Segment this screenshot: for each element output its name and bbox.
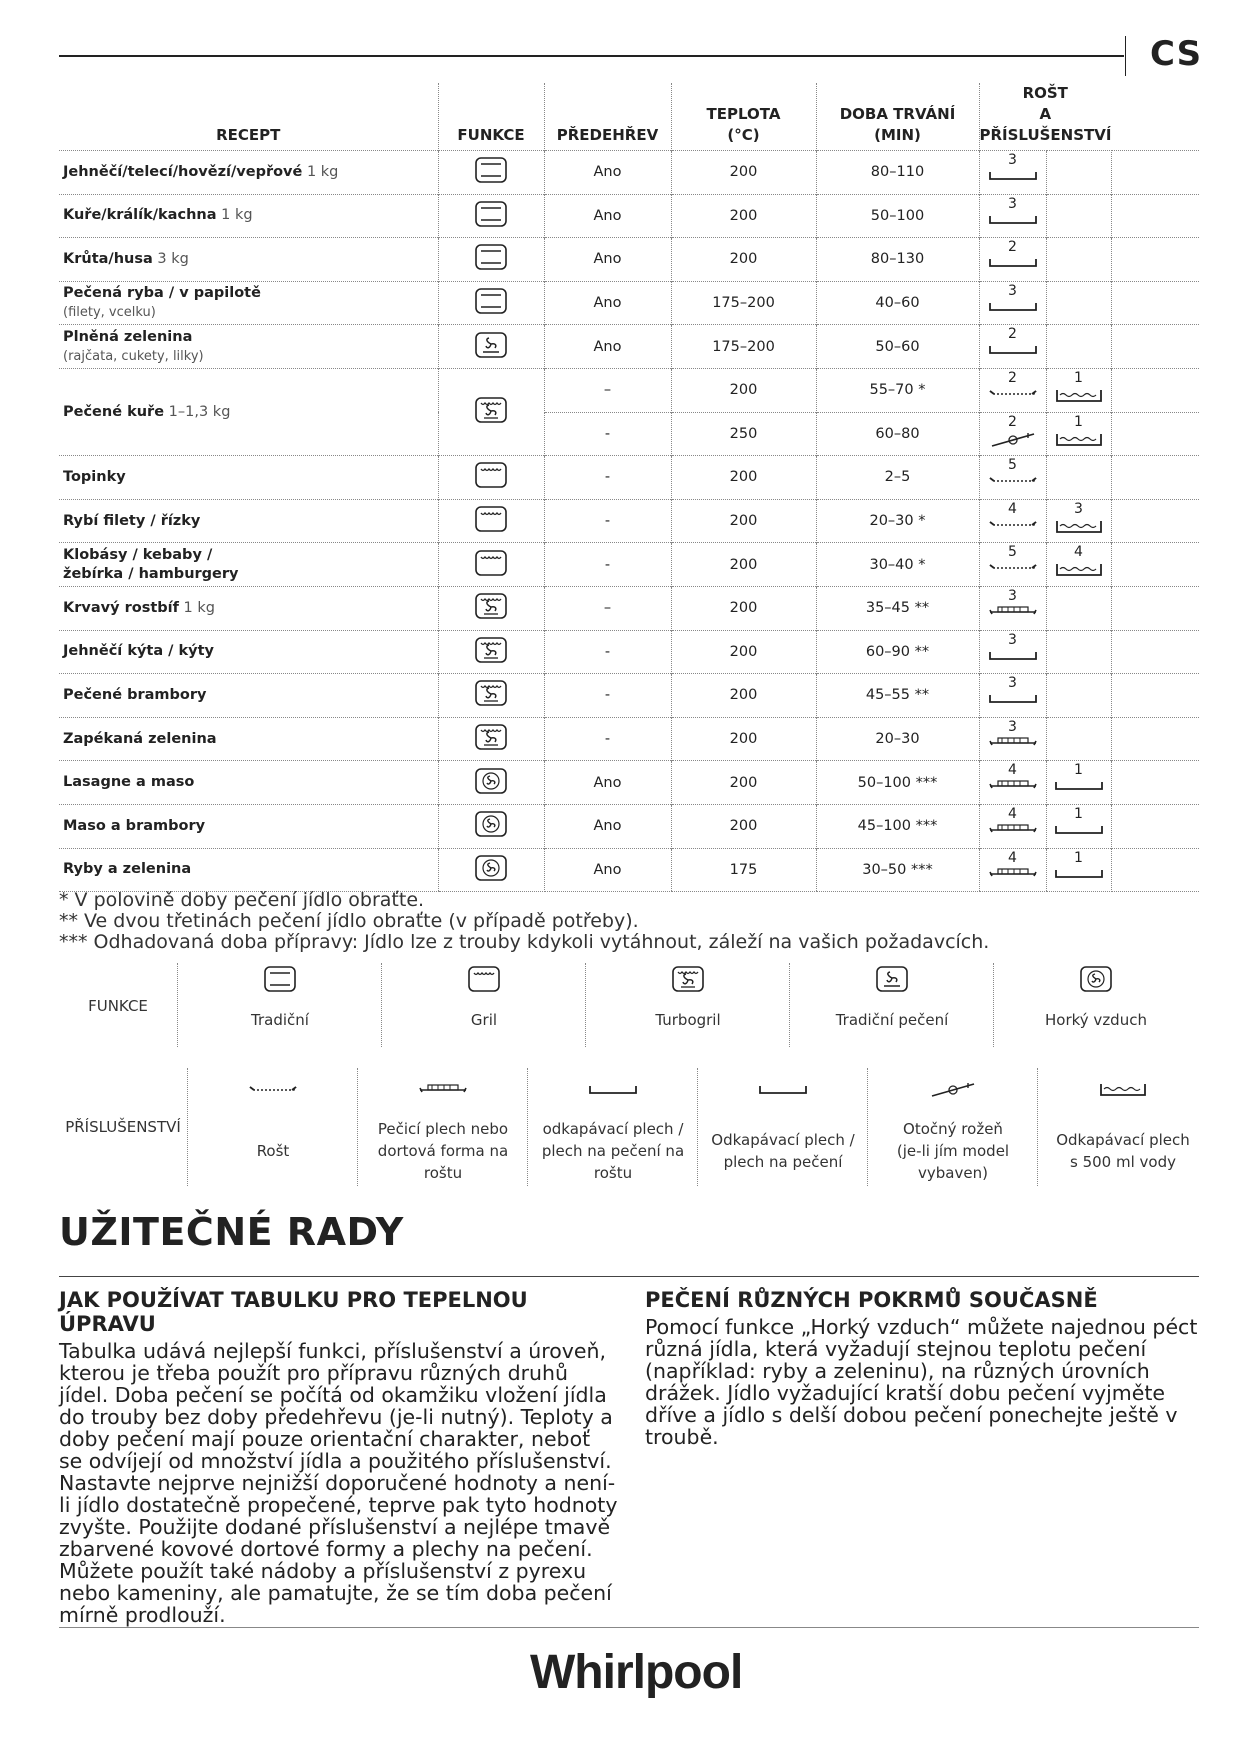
table-row: [59, 325, 1199, 369]
rack-level: 1: [1074, 413, 1083, 430]
rack-level: 4: [1074, 544, 1083, 561]
recipe-name-cell: [59, 281, 438, 325]
recipe-name: Plněná zelenina: [63, 328, 193, 345]
temperature-cell: 200: [671, 368, 816, 412]
rack-cell: [1046, 674, 1111, 718]
accessory-legend-item: [867, 1068, 1038, 1186]
time-cell: 60–80: [816, 412, 979, 456]
spacer-cell: [1111, 543, 1199, 587]
accessory-legend-line: Otočný rožeň: [903, 1120, 1003, 1138]
accessory-legend-item: [357, 1068, 528, 1186]
preheat-cell: -: [544, 543, 671, 587]
recipe-name: Pečené kuře: [63, 403, 165, 420]
preheat-cell: -: [544, 412, 671, 456]
accessory-legend-text: [1038, 1129, 1208, 1173]
recipe-name: Ryby a zelenina: [63, 861, 192, 878]
tips-title: UŽITEČNÉ RADY: [59, 1210, 404, 1254]
rack-cell: [979, 238, 1046, 282]
preheat-cell: -: [544, 499, 671, 543]
rack-level: 5: [1008, 457, 1017, 474]
footnote-3: *** Odhadovaná doba přípravy: Jídlo lze z trouby kdykoli vytáhnout, záleží na vašich požadavcích.: [59, 931, 990, 953]
time-cell: 2–5: [816, 456, 979, 500]
temperature-cell: 200: [671, 717, 816, 761]
table-row: [59, 194, 1199, 238]
time-cell: 80–110: [816, 151, 979, 195]
function-legend-label-conv: Tradiční pečení: [835, 1011, 949, 1029]
temperature-cell: 175: [671, 848, 816, 892]
recipe-name: Klobásy / kebaby /: [63, 546, 213, 563]
rack-level: 5: [1008, 544, 1017, 561]
rack-level: 4: [1008, 849, 1017, 866]
rack-cell: [979, 368, 1046, 412]
rack-level: 3: [1008, 195, 1017, 212]
temperature-cell: 175–200: [671, 281, 816, 325]
function-traditional-icon: [178, 965, 382, 997]
preheat-cell: Ano: [544, 281, 671, 325]
accessory-legend-item: [1037, 1068, 1208, 1186]
recipe-name: Krůta/husa: [63, 250, 153, 267]
function-grill-icon: [438, 456, 544, 500]
rack-cell: [1046, 325, 1111, 369]
tips-left-column: [59, 1288, 619, 1626]
recipe-name: Zapékaná zelenina: [63, 730, 217, 747]
function-grill-icon: [382, 965, 586, 997]
accessory-grid-icon: [980, 562, 1046, 574]
recipe-name: Jehněčí kýta / kýty: [63, 643, 215, 660]
accessory-legend-line: plech na pečení: [723, 1153, 843, 1171]
rack-level: 3: [1008, 631, 1017, 648]
recipe-name: Pečené brambory: [63, 686, 207, 703]
recipe-name-cell: [59, 848, 438, 892]
accessory-tray-icon: [1047, 824, 1111, 836]
time-cell: 50–100: [816, 194, 979, 238]
recipe-name-cell: [59, 586, 438, 630]
rack-cell: [1046, 368, 1111, 412]
rack-cell: [979, 412, 1046, 456]
recipe-quantity: 1 kg: [183, 599, 215, 616]
temperature-cell: 200: [671, 194, 816, 238]
function-conv-icon: [790, 965, 994, 997]
function-legend-label-grill: Gril: [470, 1011, 498, 1029]
recipe-name: Krvavý rostbíf: [63, 599, 179, 616]
rack-level: 4: [1008, 762, 1017, 779]
rack-cell: [979, 194, 1046, 238]
temperature-cell: 200: [671, 238, 816, 282]
accessory-legend-text: [528, 1118, 698, 1184]
rack-cell: [1046, 804, 1111, 848]
temperature-cell: 250: [671, 412, 816, 456]
accessory-legend-text: [188, 1140, 358, 1162]
preheat-cell: Ano: [544, 151, 671, 195]
spacer-cell: [1111, 281, 1199, 325]
accessory-legend-line: Pečicí plech nebo: [377, 1120, 509, 1138]
recipe-name: Maso a brambory: [63, 817, 206, 834]
recipe-name-cell: [59, 630, 438, 674]
rack-level: 1: [1074, 762, 1083, 779]
accessory-grid-icon: [188, 1082, 358, 1110]
function-legend-item: [177, 963, 382, 1047]
recipe-name-cell: [59, 543, 438, 587]
table-row: [59, 238, 1199, 282]
accessory-legend-text: [358, 1118, 528, 1184]
rack-level: 2: [1008, 369, 1017, 386]
recipe-name: Kuře/králík/kachna: [63, 207, 217, 224]
spacer-cell: [1111, 151, 1199, 195]
rack-cell: [979, 630, 1046, 674]
accessory-water-icon: [1047, 432, 1111, 448]
function-traditional-icon: [438, 238, 544, 282]
tips-left-heading: JAK POUŽÍVAT TABULKU PRO TEPELNOU ÚPRAVU: [59, 1288, 528, 1336]
rack-cell: [979, 717, 1046, 761]
rack-level: 3: [1008, 282, 1017, 299]
accessory-tray-icon: [1047, 780, 1111, 792]
recipe-name-cell: [59, 151, 438, 195]
rack-level: 3: [1008, 718, 1017, 735]
spacer-cell: [1111, 674, 1199, 718]
accessory-cake-icon: [980, 824, 1046, 836]
recipe-name-cell: [59, 194, 438, 238]
recipe-quantity: 3 kg: [157, 250, 189, 267]
recipe-name-cell: [59, 804, 438, 848]
rack-cell: [1046, 281, 1111, 325]
preheat-cell: Ano: [544, 194, 671, 238]
table-row: [59, 804, 1199, 848]
rack-level: 3: [1008, 675, 1017, 692]
rack-cell: [1046, 238, 1111, 282]
table-row: [59, 674, 1199, 718]
footnotes: [59, 890, 989, 953]
time-cell: 45–100 ***: [816, 804, 979, 848]
recipe-name-cell: [59, 325, 438, 369]
accessory-tray-icon: [528, 1082, 698, 1110]
spacer-cell: [1111, 412, 1199, 456]
accessory-legend-line: (je-li jím model: [896, 1142, 1010, 1160]
spacer-cell: [1111, 848, 1199, 892]
accessory-grid-icon: [980, 388, 1046, 400]
rack-cell: [979, 499, 1046, 543]
rack-cell: [1046, 848, 1111, 892]
accessory-cake-icon: [980, 868, 1046, 880]
accessory-tray-icon: [1047, 868, 1111, 880]
rack-cell: [1046, 586, 1111, 630]
preheat-cell: Ano: [544, 804, 671, 848]
accessory-cake-icon: [980, 606, 1046, 618]
time-cell: 40–60: [816, 281, 979, 325]
rack-level: 2: [1008, 413, 1017, 430]
accessory-tray-icon: [980, 170, 1046, 182]
table-row: [59, 848, 1199, 892]
rack-cell: [1046, 194, 1111, 238]
function-legend-label: FUNKCE: [88, 997, 148, 1015]
preheat-cell: -: [544, 456, 671, 500]
rack-level: 1: [1074, 849, 1083, 866]
temperature-cell: 200: [671, 543, 816, 587]
accessory-legend-line: odkapávací plech /: [542, 1120, 684, 1138]
accessory-legend-line: roštu: [593, 1164, 633, 1182]
function-legend-item: [993, 963, 1198, 1047]
function-traditional-icon: [438, 194, 544, 238]
accessory-legend-line: plech na pečení na: [541, 1142, 685, 1160]
top-rule: [59, 55, 1124, 57]
rack-cell: [979, 151, 1046, 195]
language-code: CS: [1150, 34, 1203, 74]
function-turbo-icon: [586, 965, 790, 997]
rack-level: 2: [1008, 239, 1017, 256]
rack-cell: [979, 804, 1046, 848]
function-legend: [59, 963, 1199, 1047]
function-turbo-icon: [438, 630, 544, 674]
rack-level: 3: [1008, 587, 1017, 604]
accessory-grid-icon: [980, 519, 1046, 531]
header-rack: ROŠT A PŘÍSLUŠENSTVÍ: [979, 83, 1111, 151]
accessory-tray-icon: [980, 214, 1046, 226]
rack-level: 3: [1074, 500, 1083, 517]
function-fan-icon: [994, 965, 1198, 997]
rack-cell: [979, 543, 1046, 587]
table-row: [59, 630, 1199, 674]
preheat-cell: Ano: [544, 238, 671, 282]
recipe-note: (filety, vcelku): [63, 305, 156, 321]
function-fan-icon: [438, 804, 544, 848]
recipe-name: Pečená ryba / v papilotě: [63, 285, 261, 302]
spacer-cell: [1111, 761, 1199, 805]
time-cell: 30–50 ***: [816, 848, 979, 892]
rack-level: 2: [1008, 326, 1017, 343]
preheat-cell: -: [544, 717, 671, 761]
recipe-name-cell: [59, 456, 438, 500]
temperature-cell: 200: [671, 151, 816, 195]
accessory-cake-icon: [980, 737, 1046, 749]
function-legend-item: [585, 963, 790, 1047]
accessory-legend-item: [527, 1068, 698, 1186]
function-legend-item: [381, 963, 586, 1047]
accessory-legend-item: [187, 1068, 358, 1186]
recipe-quantity: 1–1,3 kg: [168, 403, 231, 420]
spacer-cell: [1111, 238, 1199, 282]
table-row: [59, 761, 1199, 805]
recipe-name: Rybí filety / řízky: [63, 512, 201, 529]
recipe-name-cell: [59, 499, 438, 543]
tips-right-heading: PEČENÍ RŮZNÝCH POKRMŮ SOUČASNĚ: [645, 1288, 1098, 1312]
function-fan-icon: [438, 848, 544, 892]
footnote-1: * V polovině doby pečení jídlo obraťte.: [59, 889, 425, 911]
rack-cell: [1046, 412, 1111, 456]
recipe-name: Lasagne a maso: [63, 774, 195, 791]
spacer-cell: [1111, 717, 1199, 761]
recipe-name: Topinky: [63, 468, 126, 485]
accessory-tray-icon: [980, 344, 1046, 356]
function-conv-icon: [438, 325, 544, 369]
rack-cell: [1046, 151, 1111, 195]
accessory-legend: [59, 1068, 1199, 1186]
rack-cell: [1046, 499, 1111, 543]
time-cell: 50–60: [816, 325, 979, 369]
footnote-2: ** Ve dvou třetinách pečení jídlo obraťte (v případě potřeby).: [59, 910, 639, 932]
preheat-cell: Ano: [544, 325, 671, 369]
header-tick: [1125, 36, 1126, 76]
spacer-cell: [1111, 456, 1199, 500]
function-grill-icon: [438, 499, 544, 543]
bottom-rule: [59, 1627, 1199, 1628]
tips-left-text: Tabulka udává nejlepší funkci, příslušenství a úroveň, kterou je třeba použít pro přípravu různých druhů jídel. Doba pečení se počítá od okamžiku vložení jídla do trouby bez doby předehřevu (je-li nutný). Teploty a doby pečení mají pouze orientační charakter, neboť se odvíjejí od množství jídla a použitého příslušenství. Nastavte nejprve nejnižší doporučené hodnoty a není-li jídlo dostatečně propečené, teprve pak tyto hodnoty zvyšte. Použijte dodané příslušenství a nejlépe tmavě zbarvené kovové dortové formy a plechy na pečení. Můžete použít také nádoby a příslušenství z pyrexu nebo kameniny, ale pamatujte, že se tím doba pečení mírně prodlouží.: [59, 1339, 618, 1627]
accessory-tray-icon: [980, 301, 1046, 313]
header-recipe: RECEPT: [216, 126, 281, 144]
accessory-legend-line: Odkapávací plech: [1056, 1131, 1190, 1149]
rack-cell: [979, 456, 1046, 500]
temperature-cell: 200: [671, 456, 816, 500]
recipe-quantity: 1 kg: [306, 163, 339, 180]
recipe-name-cell: [59, 368, 438, 455]
preheat-cell: –: [544, 368, 671, 412]
rack-cell: [1046, 543, 1111, 587]
time-cell: 35–45 **: [816, 586, 979, 630]
header-temperature: TEPLOTA (°C): [671, 83, 816, 151]
temperature-cell: 200: [671, 761, 816, 805]
rack-cell: [979, 674, 1046, 718]
function-turbo-icon: [438, 717, 544, 761]
accessory-water-icon: [1038, 1082, 1208, 1110]
accessory-legend-line: vybaven): [918, 1164, 988, 1182]
spacer-cell: [1111, 325, 1199, 369]
recipe-quantity: 1 kg: [221, 207, 253, 224]
recipe-name-cell: [59, 761, 438, 805]
rack-cell: [979, 586, 1046, 630]
spacer-cell: [1111, 499, 1199, 543]
temperature-cell: 175–200: [671, 325, 816, 369]
recipe-name-cell: [59, 238, 438, 282]
function-traditional-icon: [438, 281, 544, 325]
function-legend-item: [789, 963, 994, 1047]
function-traditional-icon: [438, 151, 544, 195]
rack-cell: [1046, 456, 1111, 500]
function-turbo-icon: [438, 586, 544, 630]
preheat-cell: -: [544, 630, 671, 674]
function-legend-label-turbo: Turbogril: [655, 1011, 721, 1029]
rack-cell: [979, 325, 1046, 369]
rack-level: 4: [1008, 500, 1017, 517]
accessory-water-icon: [1047, 562, 1111, 578]
table-row: [59, 499, 1199, 543]
function-legend-label-traditional: Tradiční: [251, 1011, 309, 1029]
function-fan-icon: [438, 761, 544, 805]
accessory-spit-icon: [980, 432, 1046, 448]
preheat-cell: Ano: [544, 848, 671, 892]
rack-cell: [1046, 761, 1111, 805]
spacer-cell: [1111, 630, 1199, 674]
time-cell: 60–90 **: [816, 630, 979, 674]
accessory-legend-label: PŘÍSLUŠENSTVÍ: [65, 1118, 181, 1136]
function-turbo-icon: [438, 368, 544, 455]
rack-cell: [979, 761, 1046, 805]
rack-level: 3: [1008, 152, 1017, 168]
table-row: [59, 456, 1199, 500]
recipe-name-line2: žebírka / hamburgery: [63, 565, 239, 582]
rack-cell: [1046, 630, 1111, 674]
accessory-grid-icon: [980, 475, 1046, 487]
header-time: DOBA TRVÁNÍ (MIN): [816, 83, 979, 151]
preheat-cell: -: [544, 674, 671, 718]
accessory-tray-icon: [980, 650, 1046, 662]
recipe-name-cell: [59, 674, 438, 718]
accessory-tray-icon: [698, 1082, 868, 1110]
rack-level: 1: [1074, 805, 1083, 822]
rack-cell: [1046, 717, 1111, 761]
rack-cell: [979, 281, 1046, 325]
accessory-legend-line: dortová forma na: [377, 1142, 509, 1160]
rack-cell: [979, 848, 1046, 892]
rack-level: 1: [1074, 369, 1083, 386]
time-cell: 50–100 ***: [816, 761, 979, 805]
recipe-name-cell: [59, 717, 438, 761]
function-legend-label-fan: Horký vzduch: [1045, 1011, 1147, 1029]
table-row: [59, 281, 1199, 325]
spacer-cell: [1111, 368, 1199, 412]
tips-rule: [59, 1276, 1199, 1277]
spacer-cell: [1111, 586, 1199, 630]
spacer-cell: [1111, 194, 1199, 238]
table-row: [59, 717, 1199, 761]
rack-level: 4: [1008, 805, 1017, 822]
time-cell: 80–130: [816, 238, 979, 282]
accessory-water-icon: [1047, 388, 1111, 404]
accessory-spit-icon: [868, 1082, 1038, 1110]
time-cell: 20–30 *: [816, 499, 979, 543]
header-preheat: PŘEDEHŘEV: [544, 83, 671, 151]
accessory-legend-text: [698, 1129, 868, 1173]
tips-right-column: [645, 1288, 1200, 1448]
preheat-cell: Ano: [544, 761, 671, 805]
accessory-cake-icon: [358, 1082, 528, 1110]
accessory-legend-line: Odkapávací plech /: [711, 1131, 855, 1149]
function-grill-icon: [438, 543, 544, 587]
time-cell: 55–70 *: [816, 368, 979, 412]
table-row: [59, 586, 1199, 630]
accessory-tray-icon: [980, 257, 1046, 269]
table-row: [59, 368, 1199, 412]
accessory-legend-text: [868, 1118, 1038, 1184]
temperature-cell: 200: [671, 630, 816, 674]
temperature-cell: 200: [671, 804, 816, 848]
accessory-legend-line: roštu: [423, 1164, 463, 1182]
time-cell: 30–40 *: [816, 543, 979, 587]
accessory-legend-item: [697, 1068, 868, 1186]
brand-logo: Whirlpool: [530, 1646, 743, 1699]
accessory-water-icon: [1047, 519, 1111, 535]
time-cell: 20–30: [816, 717, 979, 761]
recipe-name: Jehněčí/telecí/hovězí/vepřové: [63, 163, 303, 180]
function-turbo-icon: [438, 674, 544, 718]
temperature-cell: 200: [671, 674, 816, 718]
spacer-cell: [1111, 804, 1199, 848]
accessory-legend-line: Rošt: [256, 1142, 290, 1160]
recipe-note: (rajčata, cukety, lilky): [63, 348, 204, 364]
tips-right-text: Pomocí funkce „Horký vzduch“ můžete najednou péct různá jídla, která vyžadují stejnou teplotu pečení (například: ryby a zeleninu), na různých úrovních drážek. Jídlo vyžadující kratší dobu pečení vyjměte dříve a jídlo s delší dobou pečení ponechejte ještě v troubě.: [645, 1315, 1198, 1449]
time-cell: 45–55 **: [816, 674, 979, 718]
header-function: FUNKCE: [438, 83, 544, 151]
accessory-tray-icon: [980, 693, 1046, 705]
temperature-cell: 200: [671, 499, 816, 543]
accessory-cake-icon: [980, 780, 1046, 792]
accessory-legend-line: s 500 ml vody: [1070, 1153, 1176, 1171]
temperature-cell: 200: [671, 586, 816, 630]
table-row: [59, 543, 1199, 587]
cooking-table: [59, 83, 1199, 892]
table-row: [59, 151, 1199, 195]
preheat-cell: –: [544, 586, 671, 630]
